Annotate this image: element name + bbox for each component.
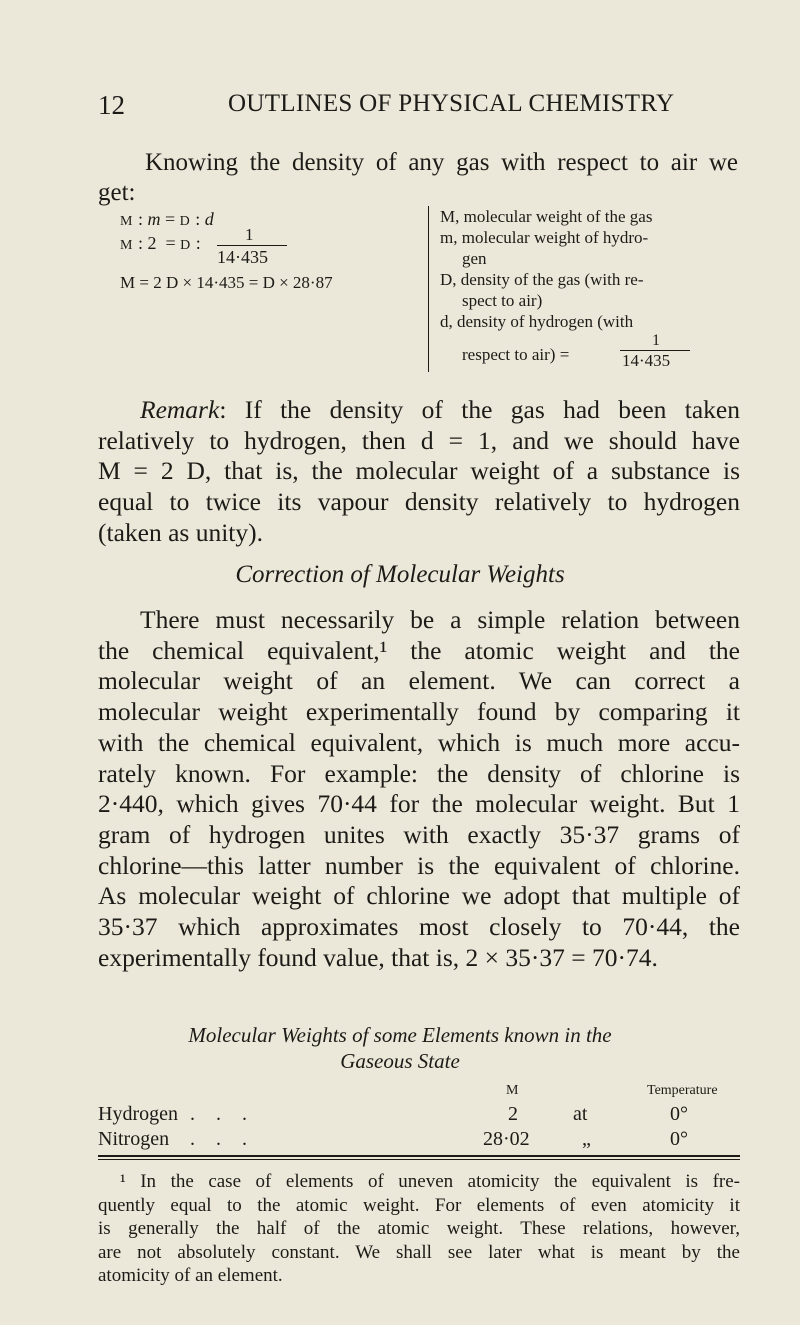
ditto-mark: „ [582, 1128, 591, 1150]
body-line-1: There must necessarily be a simple relation between [140, 605, 740, 634]
footnote-line-3: is generally the half of the atomic weight. These relations, however, [98, 1218, 740, 1239]
body-line-12: experimentally found value, that is, 2 × 35·37 = 70·74. [98, 942, 658, 972]
footnote-rule-bottom [98, 1159, 740, 1160]
section-title: Correction of Molecular Weights [235, 561, 565, 588]
intro-line-2: get: [98, 179, 136, 206]
equation-2-denominator: 14·435 [217, 247, 268, 267]
remark-label: Remark [140, 395, 220, 424]
body-paragraph [98, 605, 740, 973]
leader-dots: . . . [190, 1128, 255, 1150]
legend-d-cont: respect to air) = 1 14·435 [440, 344, 740, 365]
legend-d: d, density of hydrogen (with [440, 312, 634, 331]
temperature: 0° [670, 1103, 688, 1125]
leader-dots: . . . [190, 1103, 255, 1125]
remark-paragraph [98, 395, 740, 549]
body-line-9: chlorine—this latter number is the equivalent of chlorine. [98, 850, 740, 880]
legend-D-cont: spect to air) [462, 291, 543, 310]
equation-2-numerator: 1 [245, 225, 254, 244]
footnote-rule-top [98, 1155, 740, 1157]
intro-text [98, 148, 738, 208]
legend-m: m, molecular weight of hydro- [440, 228, 649, 247]
remark-line-5: (taken as unity). [98, 517, 263, 547]
body-line-2: the chemical equivalent,¹ the atomic weight and the [98, 635, 740, 665]
legend-D: D, density of the gas (with re- [440, 270, 644, 289]
column-header-m: M [506, 1083, 519, 1098]
body-line-5: with the chemical equivalent, which is much more accu- [98, 727, 740, 757]
footnote-line-5: atomicity of an element. [98, 1265, 283, 1286]
footnote-line-2: quently equal to the atomic weight. For elements of even atomicity it [98, 1194, 740, 1216]
legend-M: M, molecular weight of the gas [440, 207, 653, 226]
footnote [98, 1170, 740, 1288]
body-line-6: rately known. For example: the density of chlorine is [98, 758, 740, 788]
legend-divider [428, 206, 429, 372]
equation-1: M : m = D : d [120, 209, 214, 229]
legend-m-cont: gen [462, 249, 487, 268]
column-header-temperature: Temperature [647, 1083, 718, 1098]
element-name: Nitrogen [98, 1128, 170, 1150]
body-line-11: 35·37 which approximates most closely to 70·44, the [98, 912, 740, 942]
at-label: at [573, 1103, 588, 1125]
equation-2: M : 2 = D : [120, 233, 201, 253]
molecular-weight: 28·02 [483, 1128, 530, 1150]
body-line-8: gram of hydrogen unites with exactly 35·37 grams of [98, 819, 740, 849]
remark-line-3: M = 2 D, that is, the molecular weight of a substance is [98, 456, 740, 486]
equation-3: M = 2 D × 14·435 = D × 28·87 [120, 273, 333, 292]
intro-line-1: Knowing the density of any gas with respect to air we [145, 149, 738, 176]
element-name: Hydrogen [98, 1103, 178, 1125]
variable-legend [440, 206, 740, 370]
remark-line-4: equal to twice its vapour density relatively to hydrogen [98, 487, 740, 517]
molecular-weight: 2 [508, 1103, 518, 1125]
running-head [0, 88, 800, 128]
legend-d-numerator: 1 [652, 332, 660, 349]
remark-line-2: relatively to hydrogen, then d = 1, and we should have [98, 425, 740, 455]
body-line-4: molecular weight experimentally found by comparing it [98, 697, 740, 727]
legend-d-denominator: 14·435 [622, 351, 671, 370]
body-line-3: molecular weight of an element. We can correct a [98, 666, 740, 696]
temperature: 0° [670, 1128, 688, 1150]
page-number: 12 [98, 90, 125, 120]
table-title-line-1: Molecular Weights of some Elements known in the [188, 1023, 612, 1047]
body-line-10: As molecular weight of chlorine we adopt that multiple of [98, 881, 740, 911]
running-title: OUTLINES OF PHYSICAL CHEMISTRY [228, 90, 675, 117]
table-title-line-2: Gaseous State [340, 1049, 460, 1073]
body-line-7: 2·440, which gives 70·44 for the molecular weight. But 1 [98, 789, 740, 819]
remark-line-1: Remark: If the density of the gas had been taken [140, 395, 740, 424]
footnote-line-1: ¹ In the case of elements of uneven atomicity the equivalent is fre- [120, 1171, 740, 1192]
footnote-line-4: are not absolutely constant. We shall see later what is meant by the [98, 1241, 740, 1263]
equation-2-fraction-bar [217, 245, 287, 246]
